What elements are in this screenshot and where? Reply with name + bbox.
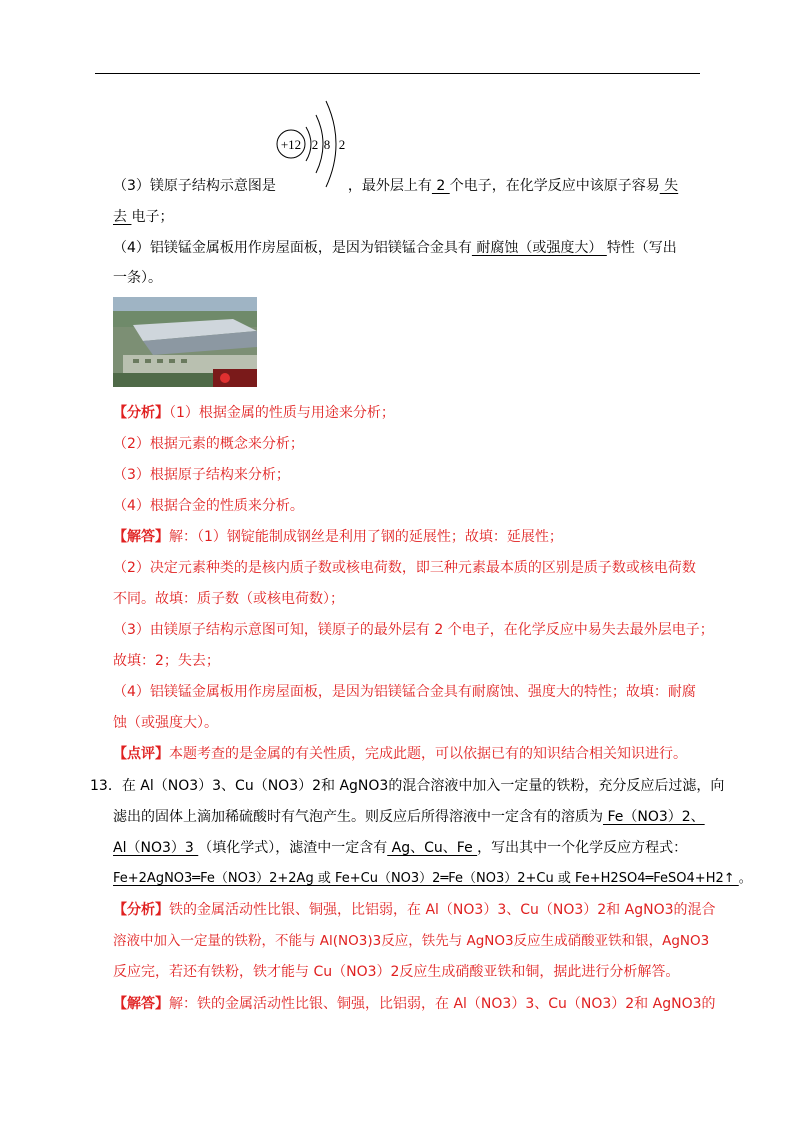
q4-line-cont: 一条）。 bbox=[113, 270, 162, 286]
shell-1-count: 2 bbox=[311, 137, 319, 152]
answer2-line-1: 【解答】解：铁的金属活动性比银、铜强，比铝弱，在 Al（NO3）3、Cu（NO3）2和 AgNO3的 bbox=[113, 996, 716, 1012]
q4-line: （4）铝镁锰金属板用作房屋面板，是因为铝镁锰合金具有 耐腐蚀（或强度大） 特性（写出 bbox=[113, 240, 677, 256]
analysis2-line-3: 反应完，若还有铁粉，铁才能与 Cu（NO3）2反应生成硝酸亚铁和铜，据此进行分析解答。 bbox=[113, 964, 680, 980]
q13-line-1: 13．在 Al（NO3）3、Cu（NO3）2和 AgNO3的混合溶液中加入一定量的铁粉，充分反应后过滤，向 bbox=[90, 778, 725, 794]
q13-line-2: 滤出的固体上滴加稀硫酸时有气泡产生。则反应后所得溶液中一定含有的溶质为 Fe（NO3）2、 bbox=[113, 809, 705, 825]
header-rule bbox=[95, 73, 700, 74]
shell-2-count: 8 bbox=[323, 137, 331, 152]
analysis1-line-1: 【分析】（1）根据金属的性质与用途来分析； bbox=[113, 405, 395, 421]
q13-answer-residue: Ag、Cu、Fe bbox=[387, 840, 478, 856]
q3-line: （3）镁原子结构示意图是 ，最外层上有 2 个电子，在化学反应中该原子容易 失 bbox=[113, 178, 679, 194]
building-photo bbox=[113, 297, 257, 387]
analysis2-line-2: 溶液中加入一定量的铁粉，不能与 Al(NO3)3反应，铁先与 AgNO3反应生成硝酸亚铁和银，AgNO3 bbox=[113, 933, 710, 949]
analysis2-line-1: 【分析】铁的金属活动性比银、铜强，比铝弱，在 Al（NO3）3、Cu（NO3）2和 AgNO3的混合 bbox=[113, 902, 716, 918]
q13-line-4: Fe+2AgNO3═Fe（NO3）2+2Ag 或 Fe+Cu（NO3）2═Fe（NO3）2+Cu 或 Fe+H2SO4═FeSO4+H2↑ 。 bbox=[113, 871, 752, 886]
q13-number: 13． bbox=[90, 778, 122, 794]
answer1-line-7: 蚀（或强度大）。 bbox=[113, 715, 218, 731]
shell-3-count: 2 bbox=[338, 137, 346, 152]
q3-answer-2: 失 bbox=[659, 178, 679, 194]
analysis1-line-4: （4）根据合金的性质来分析。 bbox=[113, 498, 304, 514]
q13-answer-equation: Fe+2AgNO3═Fe（NO3）2+2Ag 或 Fe+Cu（NO3）2═Fe（NO3）2+Cu 或 Fe+H2SO4═FeSO4+H2↑ bbox=[113, 871, 739, 886]
q3-line-cont: 去 电子； bbox=[113, 209, 174, 225]
answer1-line-2: （2）决定元素种类的是核内质子数或核电荷数，即三种元素最本质的区别是质子数或核电荷数 bbox=[113, 560, 696, 576]
q3-answer-1: 2 bbox=[431, 178, 450, 194]
nucleus-charge: +12 bbox=[280, 137, 302, 152]
answer1-line-1: 【解答】解：（1）钢锭能制成钢丝是利用了钢的延展性；故填：延展性； bbox=[113, 529, 563, 545]
answer1-line-5: 故填：2；失去； bbox=[113, 653, 220, 669]
analysis1-line-2: （2）根据元素的概念来分析； bbox=[113, 436, 304, 452]
answer1-line-6: （4）铝镁锰金属板用作房屋面板，是因为铝镁锰合金具有耐腐蚀、强度大的特性；故填：耐腐 bbox=[113, 684, 696, 700]
answer1-line-3: 不同。故填：质子数（或核电荷数）； bbox=[113, 591, 344, 607]
q13-answer-solutes: Fe（NO3）2、 bbox=[603, 809, 705, 825]
comment1: 【点评】本题考查的是金属的有关性质，完成此题，可以依据已有的知识结合相关知识进行。 bbox=[113, 746, 687, 762]
analysis1-line-3: （3）根据原子结构来分析； bbox=[113, 467, 290, 483]
q4-answer: 耐腐蚀（或强度大） bbox=[471, 240, 607, 256]
answer1-line-4: （3）由镁原子结构示意图可知，镁原子的最外层有 2 个电子，在化学反应中易失去最外层电子； bbox=[113, 622, 714, 638]
q13-line-3: Al（NO3）3 （填化学式），滤渣中一定含有 Ag、Cu、Fe ，写出其中一个化学反应方程式： bbox=[113, 840, 688, 856]
